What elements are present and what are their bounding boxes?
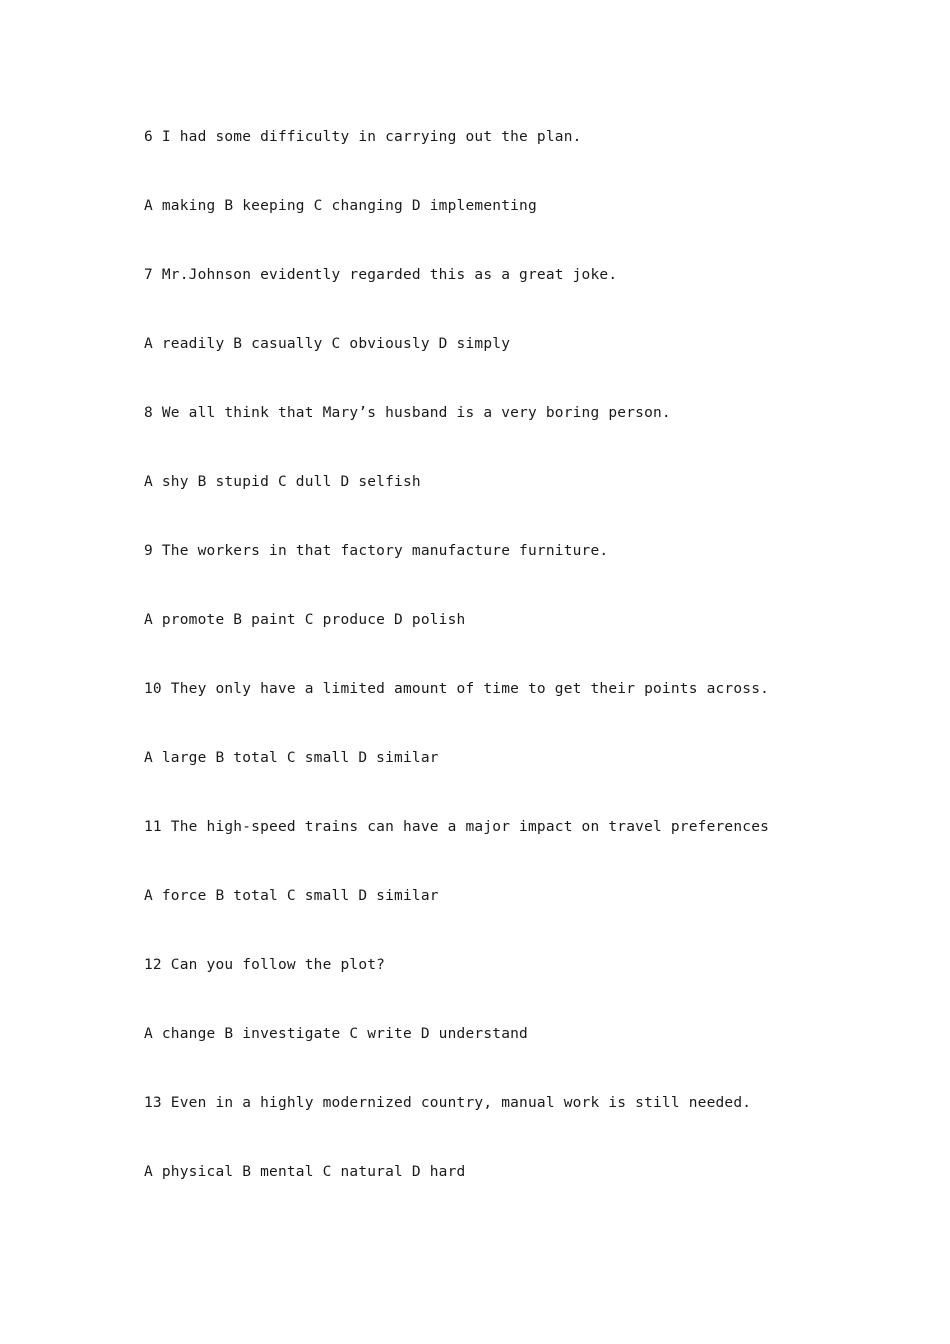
question-11-options: A force B total C small D similar — [144, 888, 439, 904]
question-8-options: A shy B stupid C dull D selfish — [144, 474, 421, 490]
question-9-options: A promote B paint C produce D polish — [144, 612, 466, 628]
question-11-sentence: 11 The high-speed trains can have a major impact on travel preferences — [144, 819, 770, 835]
question-9-sentence: 9 The workers in that factory manufacture furniture. — [144, 543, 609, 559]
question-12-options: A change B investigate C write D understand — [144, 1026, 528, 1042]
question-8-sentence: 8 We all think that Mary’s husband is a very boring person. — [144, 405, 671, 421]
question-6-sentence: 6 I had some difficulty in carrying out the plan. — [144, 129, 582, 145]
question-10-options: A large B total C small D similar — [144, 750, 439, 766]
question-13-sentence: 13 Even in a highly modernized country, manual work is still needed. — [144, 1095, 752, 1111]
question-7-options: A readily B casually C obviously D simply — [144, 336, 511, 352]
question-10-sentence: 10 They only have a limited amount of time to get their points across. — [144, 681, 770, 697]
question-7-sentence: 7 Mr.Johnson evidently regarded this as a great joke. — [144, 267, 618, 283]
question-13-options: A physical B mental C natural D hard — [144, 1164, 466, 1180]
question-6-options: A making B keeping C changing D implementing — [144, 198, 537, 214]
question-12-sentence: 12 Can you follow the plot? — [144, 957, 386, 973]
